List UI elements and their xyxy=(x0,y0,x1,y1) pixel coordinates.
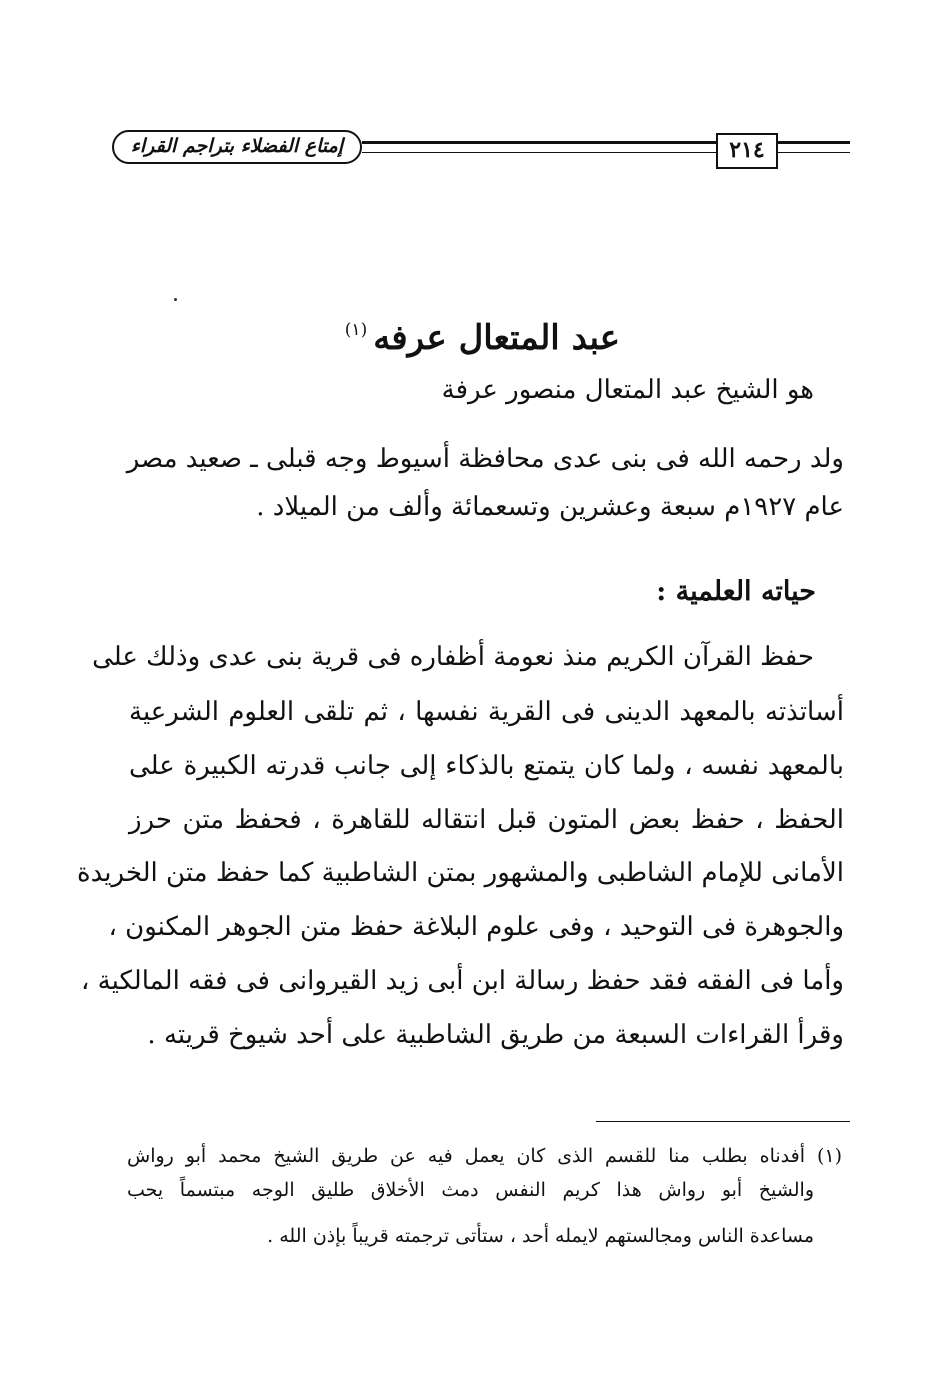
footnote-line-1: (١) أفدناه بطلب منا للقسم الذى كان يعمل فيه عن طريق الشيخ محمد أبو رواش xyxy=(127,1145,842,1167)
body-line-8: وقرأ القراءات السبعة من طريق الشاطبية على أحد شيوخ قريته . xyxy=(147,1020,844,1050)
header-rule-right xyxy=(780,141,850,153)
birth-line-2: عام ١٩٢٧م سبعة وعشرين وتسعمائة وألف من الميلاد . xyxy=(256,492,844,522)
scan-speck xyxy=(174,298,177,301)
book-title: إمتاع الفضلاء بتراجم القراء xyxy=(112,130,362,164)
title-text: عبد المتعال عرفه xyxy=(373,318,620,358)
body-line-6: والجوهرة فى التوحيد ، وفى علوم البلاغة حفظ متن الجوهر المكنون ، xyxy=(108,912,844,942)
page-title xyxy=(300,303,620,365)
footnote-line-2: والشيخ أبو رواش هذا كريم النفس دمث الأخلاق طليق الوجه مبتسماً يحب xyxy=(127,1179,814,1201)
birth-line-1: ولد رحمه الله فى بنى عدى محافظة أسيوط وجه قبلى ـ صعيد مصر xyxy=(126,444,844,474)
page-number: ٢١٤ xyxy=(716,133,778,169)
section-heading: حياته العلمية : xyxy=(656,576,816,607)
body-line-3: بالمعهد نفسه ، ولما كان يتمتع بالذكاء إلى جانب قدرته الكبيرة على xyxy=(129,751,844,781)
intro-line: هو الشيخ عبد المتعال منصور عرفة xyxy=(441,375,814,405)
body-line-4: الحفظ ، حفظ بعض المتون قبل انتقاله للقاهرة ، فحفظ متن حرز xyxy=(129,805,844,835)
body-line-7: وأما فى الفقه فقد حفظ رسالة ابن أبى زيد القيروانى فى فقه المالكية ، xyxy=(81,966,844,996)
footnote-reference: (١) xyxy=(344,320,368,340)
footnote-rule xyxy=(596,1121,850,1122)
body-line-1: حفظ القرآن الكريم منذ نعومة أظفاره فى قرية بنى عدى وذلك على xyxy=(92,642,814,672)
footnote-line-3: مساعدة الناس ومجالستهم لايمله أحد ، ستأتى ترجمته قريباً بإذن الله . xyxy=(267,1225,814,1247)
body-line-5: الأمانى للإمام الشاطبى والمشهور بمتن الشاطبية كما حفظ متن الخريدة xyxy=(76,858,844,888)
body-line-2: أساتذته بالمعهد الدينى فى القرية نفسها ، ثم تلقى العلوم الشرعية xyxy=(129,697,844,727)
running-header xyxy=(112,125,850,175)
